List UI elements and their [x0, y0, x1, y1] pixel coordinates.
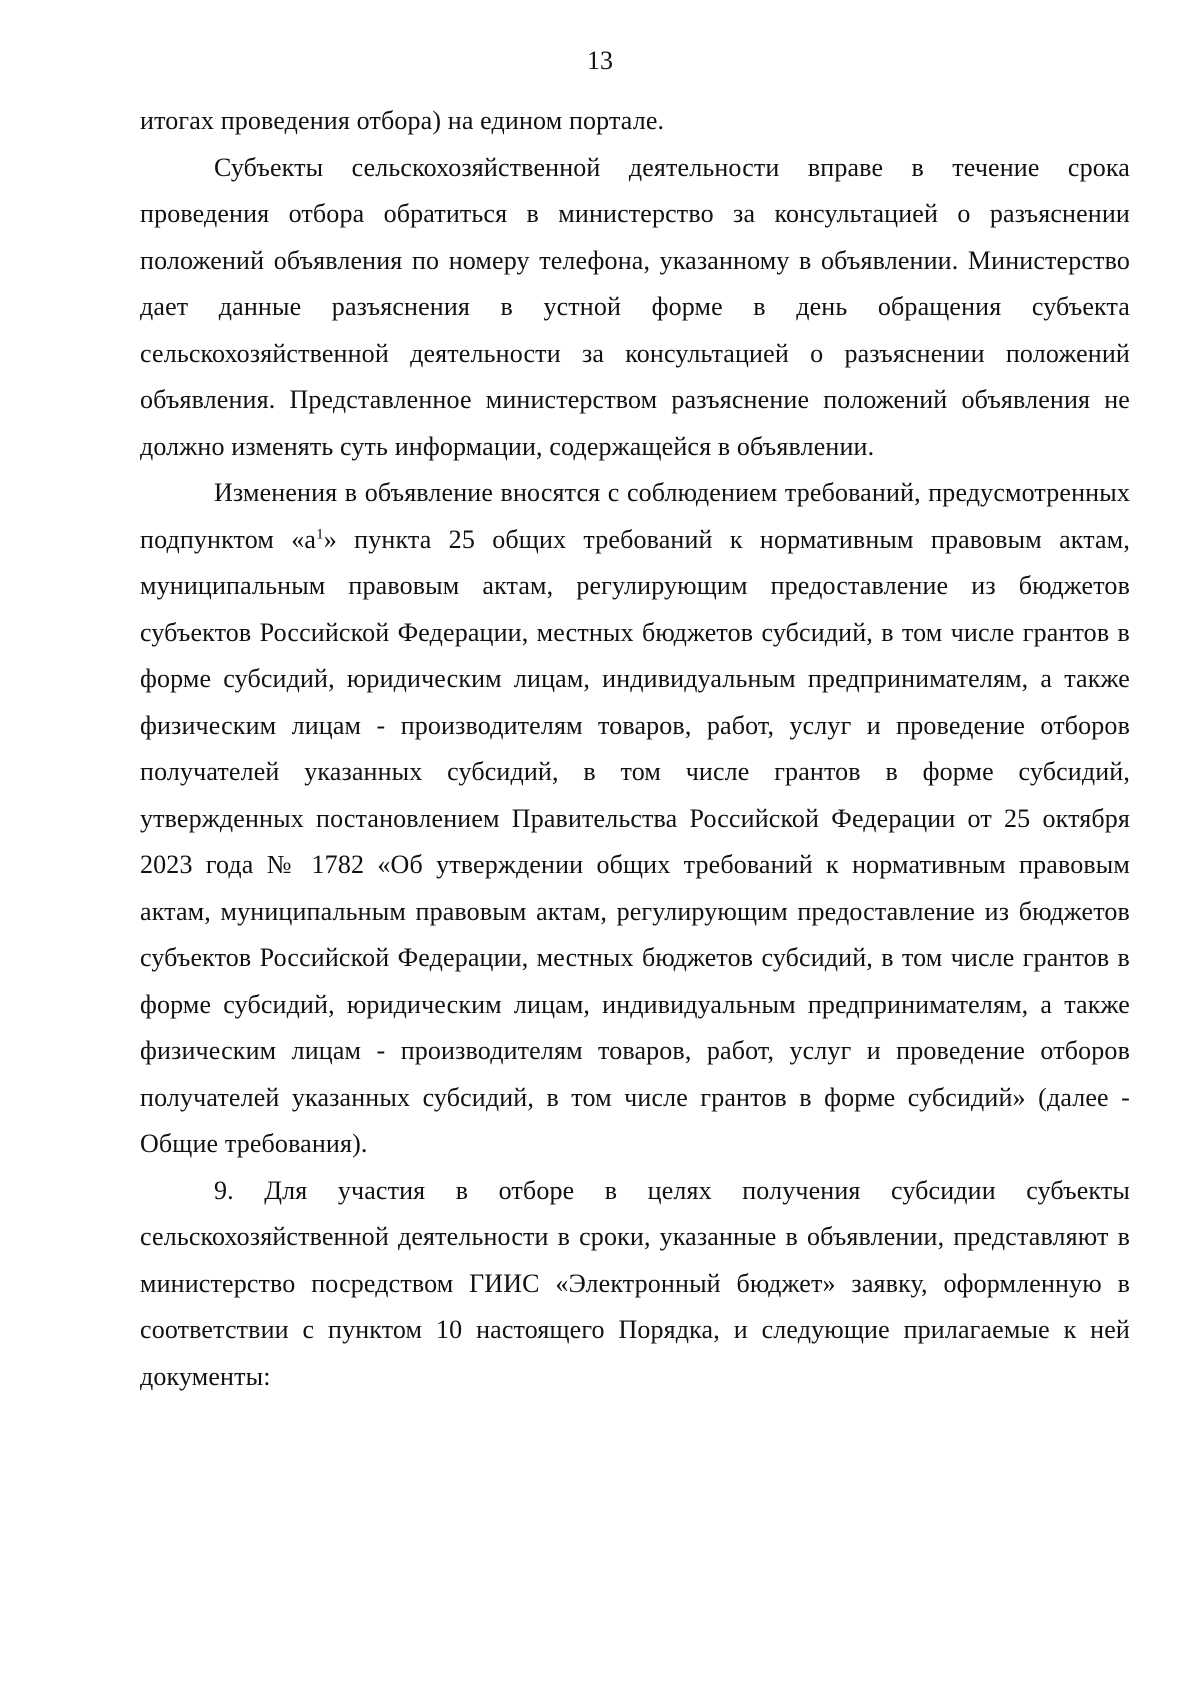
- document-body: [140, 98, 1130, 1400]
- paragraph-changes: [140, 470, 1130, 1168]
- paragraph-consultation: Субъекты сельскохозяйственной деятельности вправе в течение срока проведения отбора обратиться в министерство за консультацией о разъяснении положений объявления по номеру телефона, указанному в объявлении. Министерство дает данные разъяснения в устной форме в день обращения субъекта сельскохозяйственной деятельности за консультацией о разъяснении положений объявления. Представленное министерством разъяснение положений объявления не должно изменять суть информации, содержащейся в объявлении.: [140, 152, 1130, 461]
- paragraph-changes-part-1: Изменения в объявление вносятся с соблюдением требований, предусмотренных подпунктом «а: [140, 478, 1130, 554]
- paragraph-continuation: итогах проведения отбора) на едином портале.: [140, 106, 665, 135]
- page-number: 13: [587, 46, 613, 75]
- paragraph-item-9: 9. Для участия в отборе в целях получения субсидии субъекты сельскохозяйственной деятельности в сроки, указанные в объявлении, представляют в министерство посредством ГИИС «Электронный бюджет» заявку, оформленную в соответствии с пунктом 10 настоящего Порядка, и следующие прилагаемые к ней документы:: [140, 1175, 1130, 1391]
- superscript-mark: 1: [316, 525, 324, 542]
- paragraph-changes-part-2: » пункта 25 общих требований к нормативным правовым актам, муниципальным правовым актам, регулирующим предоставление из бюджетов субъектов Российской Федерации, местных бюджетов субсидий, в том числе грантов в форме субсидий, юридическим лицам, индивидуальным предпринимателям, а также физическим лицам - производителям товаров, работ, услуг и проведение отборов получателей указанных субсидий, в том числе грантов в форме субсидий, утвержденных постановлением Правительства Российской Федерации от 25 октября 2023 года № 1782 «Об утверждении общих требований к нормативным правовым актам, муниципальным правовым актам, регулирующим предоставление из бюджетов субъектов Российской Федерации, местных бюджетов субсидий, в том числе грантов в форме субсидий, юридическим лицам, индивидуальным предпринимателям, а также физическим лицам - производителям товаров, работ, услуг и проведение отборов получателей указанных субсидий, в том числе грантов в форме субсидий» (далее - Общие требования).: [140, 524, 1130, 1158]
